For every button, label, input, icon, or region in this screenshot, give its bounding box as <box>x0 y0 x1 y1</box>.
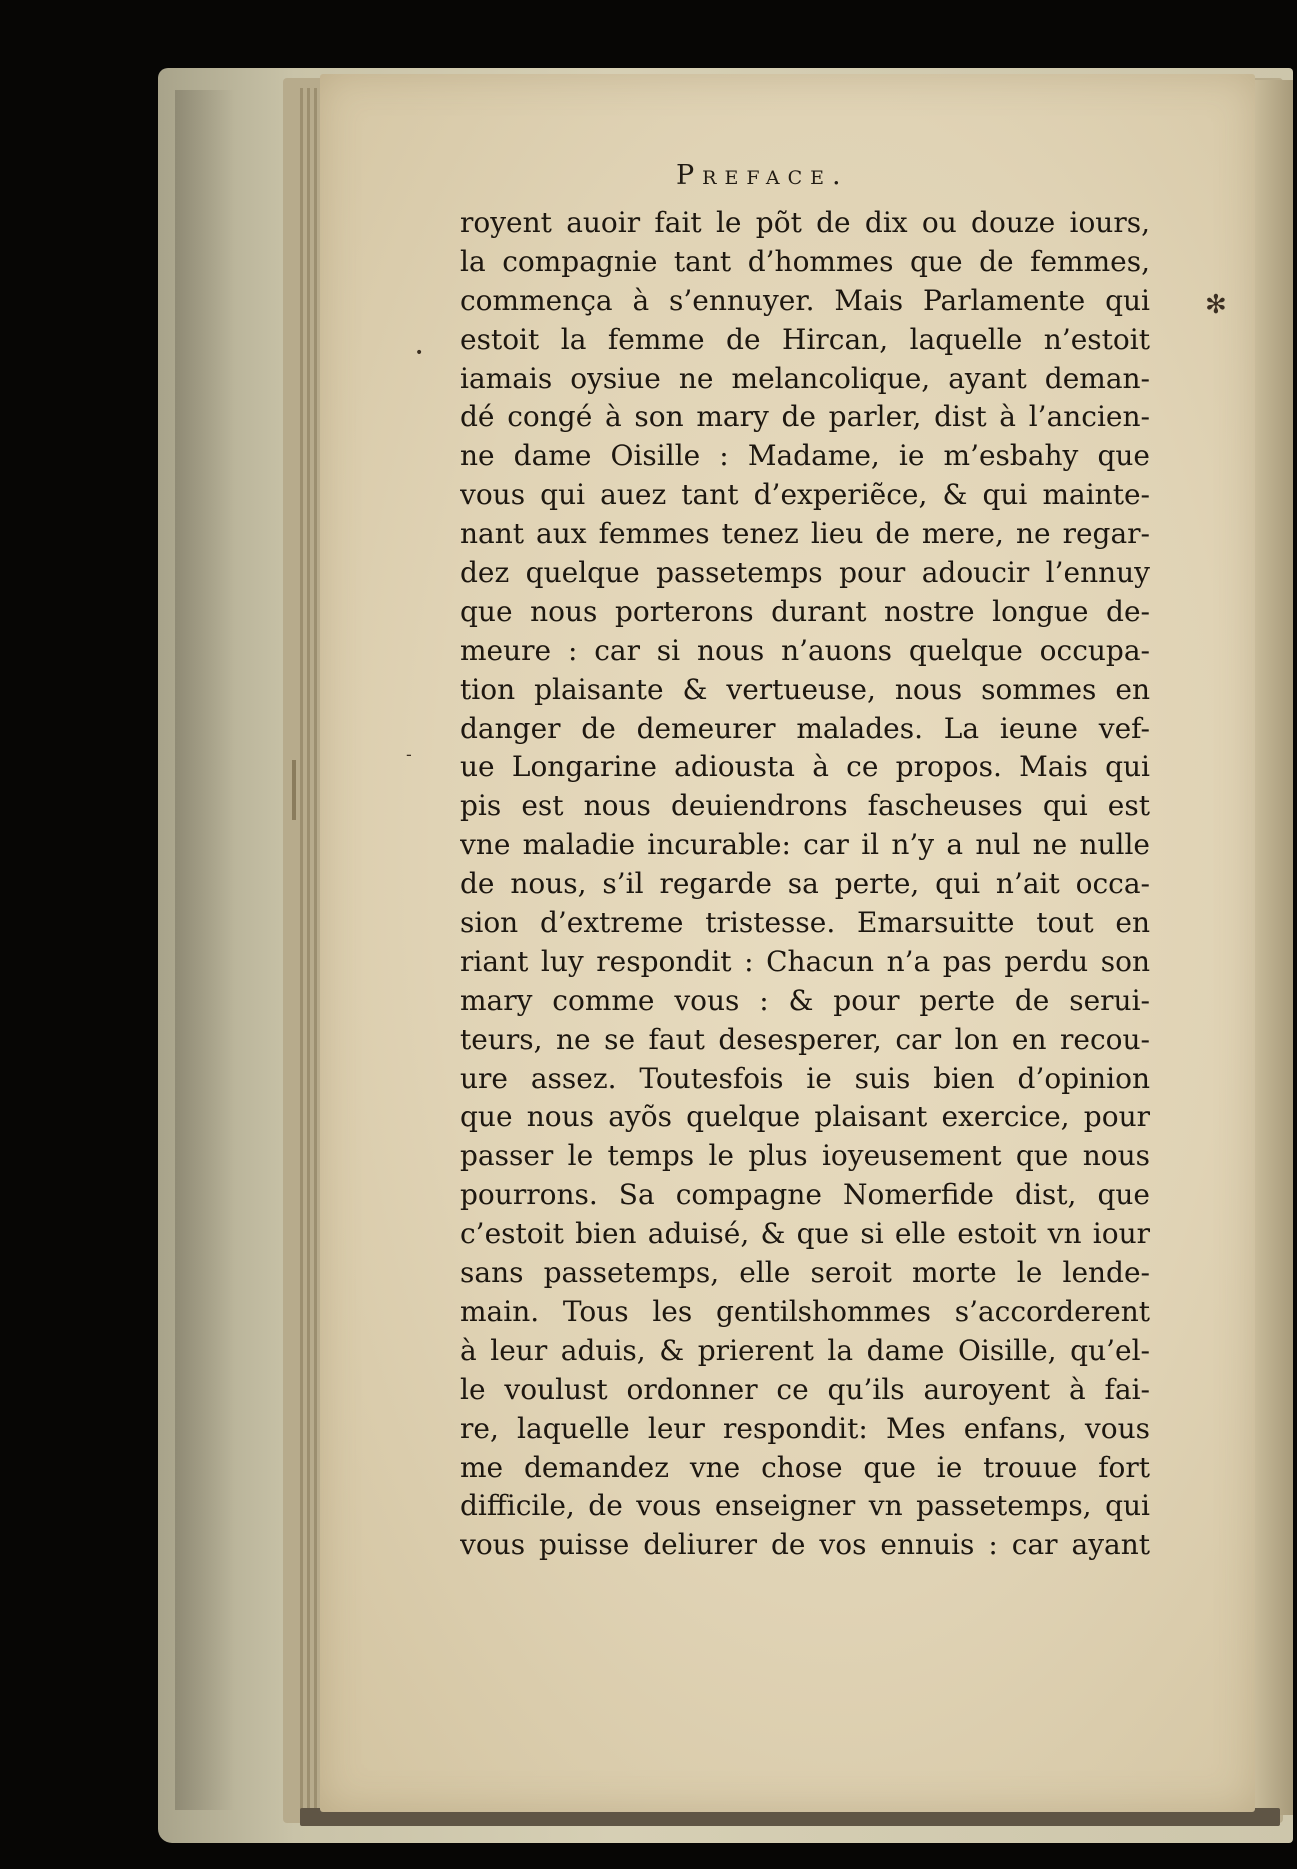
text-line: commença à s’ennuyer. Mais Parlamente qui <box>460 283 1150 317</box>
page-edge-line <box>314 88 317 1817</box>
text-line: ue Longarine adiousta à ce propos. Mais qui <box>460 750 1150 784</box>
binding-fold-shadow <box>175 90 235 1810</box>
text-line: riant luy respondit : Chacun n’a pas perdu son <box>460 944 1150 978</box>
text-line: nant aux femmes tenez lieu de mere, ne regar- <box>460 517 1150 551</box>
text-line: difficile, de vous enseigner vn passetemps, qui <box>460 1489 1150 1523</box>
text-line: estoit la femme de Hircan, laquelle n’estoit <box>460 322 1150 356</box>
text-line: à leur aduis, & prierent la dame Oisille, qu’el- <box>460 1333 1150 1367</box>
text-line: tion plaisante & vertueuse, nous sommes en <box>460 672 1150 706</box>
text-line: mary comme vous : & pour perte de serui- <box>460 983 1150 1017</box>
text-line: la compagnie tant d’hommes que de femmes, <box>460 244 1150 278</box>
text-line: ne dame Oisille : Madame, ie m’esbahy que <box>460 439 1150 473</box>
text-line: dé congé à son mary de parler, dist à l’ancien- <box>460 400 1150 434</box>
text-line: dez quelque passetemps pour adoucir l’ennuy <box>460 556 1150 590</box>
text-line: iamais oysiue ne melancolique, ayant deman- <box>460 361 1150 395</box>
text-line: le voulust ordonner ce qu’ils auroyent à fai- <box>460 1372 1150 1406</box>
text-line: de nous, s’il regarde sa perte, qui n’ait occa- <box>460 867 1150 901</box>
text-line: re, laquelle leur respondit: Mes enfans, vous <box>460 1411 1150 1445</box>
text-line: sans passetemps, elle seroit morte le lende- <box>460 1256 1150 1290</box>
text-line: ure assez. Toutesfois ie suis bien d’opinion <box>460 1061 1150 1095</box>
ink-blot-icon: ✻ <box>1205 290 1227 320</box>
text-line: royent auoir fait le põt de dix ou douze iours, <box>460 206 1150 239</box>
body-text <box>460 204 1150 1565</box>
text-line: danger de demeurer malades. La ieune vef- <box>460 711 1150 745</box>
running-head: Preface. <box>676 160 849 191</box>
margin-dash-icon: - <box>406 745 412 764</box>
text-line: c’estoit bien aduisé, & que si elle estoit vn iour <box>460 1217 1150 1251</box>
text-line: que nous ayõs quelque plaisant exercice, pour <box>460 1100 1150 1134</box>
binding-thread <box>292 760 296 820</box>
adjacent-page-edge <box>1255 80 1293 1815</box>
text-line: passer le temps le plus ioyeusement que nous <box>460 1139 1150 1173</box>
text-line: vne maladie incurable: car il n’y a nul ne nulle <box>460 828 1150 862</box>
text-line: sion d’extreme tristesse. Emarsuitte tout en <box>460 906 1150 940</box>
margin-dot-icon: • <box>415 345 424 361</box>
text-line: vous puisse deliurer de vos ennuis : car ayant <box>460 1528 1150 1562</box>
text-line: que nous porterons durant nostre longue de- <box>460 594 1150 628</box>
text-line: me demandez vne chose que ie trouue fort <box>460 1450 1150 1484</box>
page-edge-line <box>307 88 310 1817</box>
page-edge-line <box>300 88 303 1817</box>
text-line: vous qui auez tant d’experiẽce, & qui mainte- <box>460 478 1150 512</box>
text-line: pis est nous deuiendrons fascheuses qui est <box>460 789 1150 823</box>
text-line: main. Tous les gentilshommes s’accorderent <box>460 1294 1150 1328</box>
text-line: pourrons. Sa compagne Nomerfide dist, que <box>460 1178 1150 1212</box>
text-line: meure : car si nous n’auons quelque occupa- <box>460 633 1150 667</box>
text-line: teurs, ne se faut desesperer, car lon en recou- <box>460 1022 1150 1056</box>
